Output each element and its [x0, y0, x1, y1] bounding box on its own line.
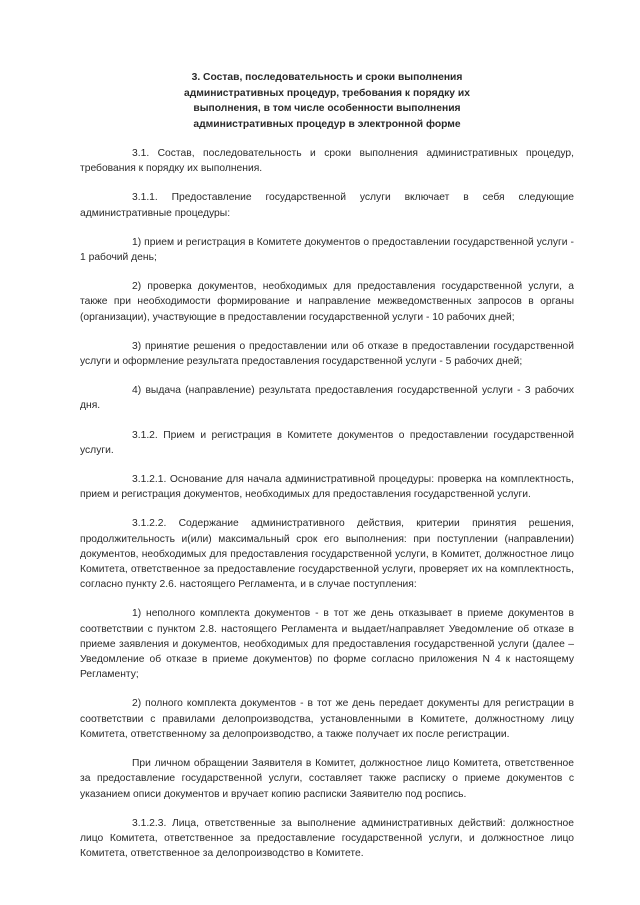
paragraph-3-1-2-2: 3.1.2.2. Содержание административного действия, критерии принятия решения, продолжительность и(или) максимальный срок его выполнения: при поступлении (направлении) документов, необходимых для предоставления государственной услуги, в Комитет, должностное лицо Комитета, ответственное за предоставление государственной услуги, проверяет их на комплектность, согласно пункту 2.6. настоящего Регламента, и в случае поступления:: [80, 518, 574, 591]
list-item-4: 4) выдача (направление) результата предоставления государственной услуги - 3 рабочих дня.: [80, 385, 574, 412]
section-heading-line-4: административных процедур в электронной форме: [193, 118, 461, 130]
subitem-complete-set: 2) полного комплекта документов - в тот же день передает документы для регистрации в соответствии с правилами делопроизводства, установленными в Комитете, должностному лицу Комитета, ответственному за делопроизводство, а также получает их после регистрации.: [80, 698, 574, 740]
subitem-incomplete-set: 1) неполного комплекта документов - в тот же день отказывает в приеме документов в соответствии с пунктом 2.8. настоящего Регламента и выдает/направляет Уведомление об отказе в приеме заявления и документов, необходимых для предоставления государственной услуги (далее – Уведомление об отказе в приеме документов) по форме согласно приложения N 4 к настоящему Регламенту;: [80, 608, 574, 681]
paragraph-3-1-2: 3.1.2. Прием и регистрация в Комитете документов о предоставлении государственной услуги.: [80, 429, 574, 456]
paragraph-personal-visit: При личном обращении Заявителя в Комитет, должностное лицо Комитета, ответственное за предоставление государственной услуги, составляет также расписку о приеме документов с указанием описи документов и вручает копию расписки Заявителю под роспись.: [80, 758, 574, 800]
paragraph-3-1-2-3: 3.1.2.3. Лица, ответственные за выполнение административных действий: должностное лицо Комитета, ответственное за предоставление государственной услуги, и должностное лицо Комитета, ответственное за делопроизводство в Комитете.: [80, 817, 574, 860]
list-item-3: 3) принятие решения о предоставлении или об отказе в предоставлении государственной услуги и оформление результата предоставления государственной услуги - 5 рабочих дней;: [80, 340, 574, 368]
paragraph-3-1-2-1: 3.1.2.1. Основание для начала административной процедуры: проверка на комплектность, прием и регистрация документов, необходимых для предоставления государственной услуги.: [80, 474, 574, 501]
list-item-1: 1) прием и регистрация в Комитете документов о предоставлении государственной услуги - 1 рабочий день;: [80, 236, 574, 264]
list-item-2: 2) проверка документов, необходимых для предоставления государственной услуги, а также при необходимости формирование и направление межведомственных запросов в органы (организации), участвующие в предоставлении государственной услуги - 10 рабочих дней;: [80, 281, 574, 323]
section-heading-line-2: административных процедур, требования к порядку их: [184, 87, 470, 99]
section-heading-line-3: выполнения, в том числе особенности выполнения: [193, 103, 461, 114]
section-heading-line-1: 3. Состав, последовательность и сроки выполнения: [191, 72, 463, 83]
section-heading: [80, 70, 574, 132]
paragraph-3-1: 3.1. Состав, последовательность и сроки выполнения административных процедур, требования к порядку их выполнения.: [80, 148, 574, 175]
paragraph-3-1-1: 3.1.1. Предоставление государственной услуги включает в себя следующие административные процедуры:: [80, 192, 574, 219]
